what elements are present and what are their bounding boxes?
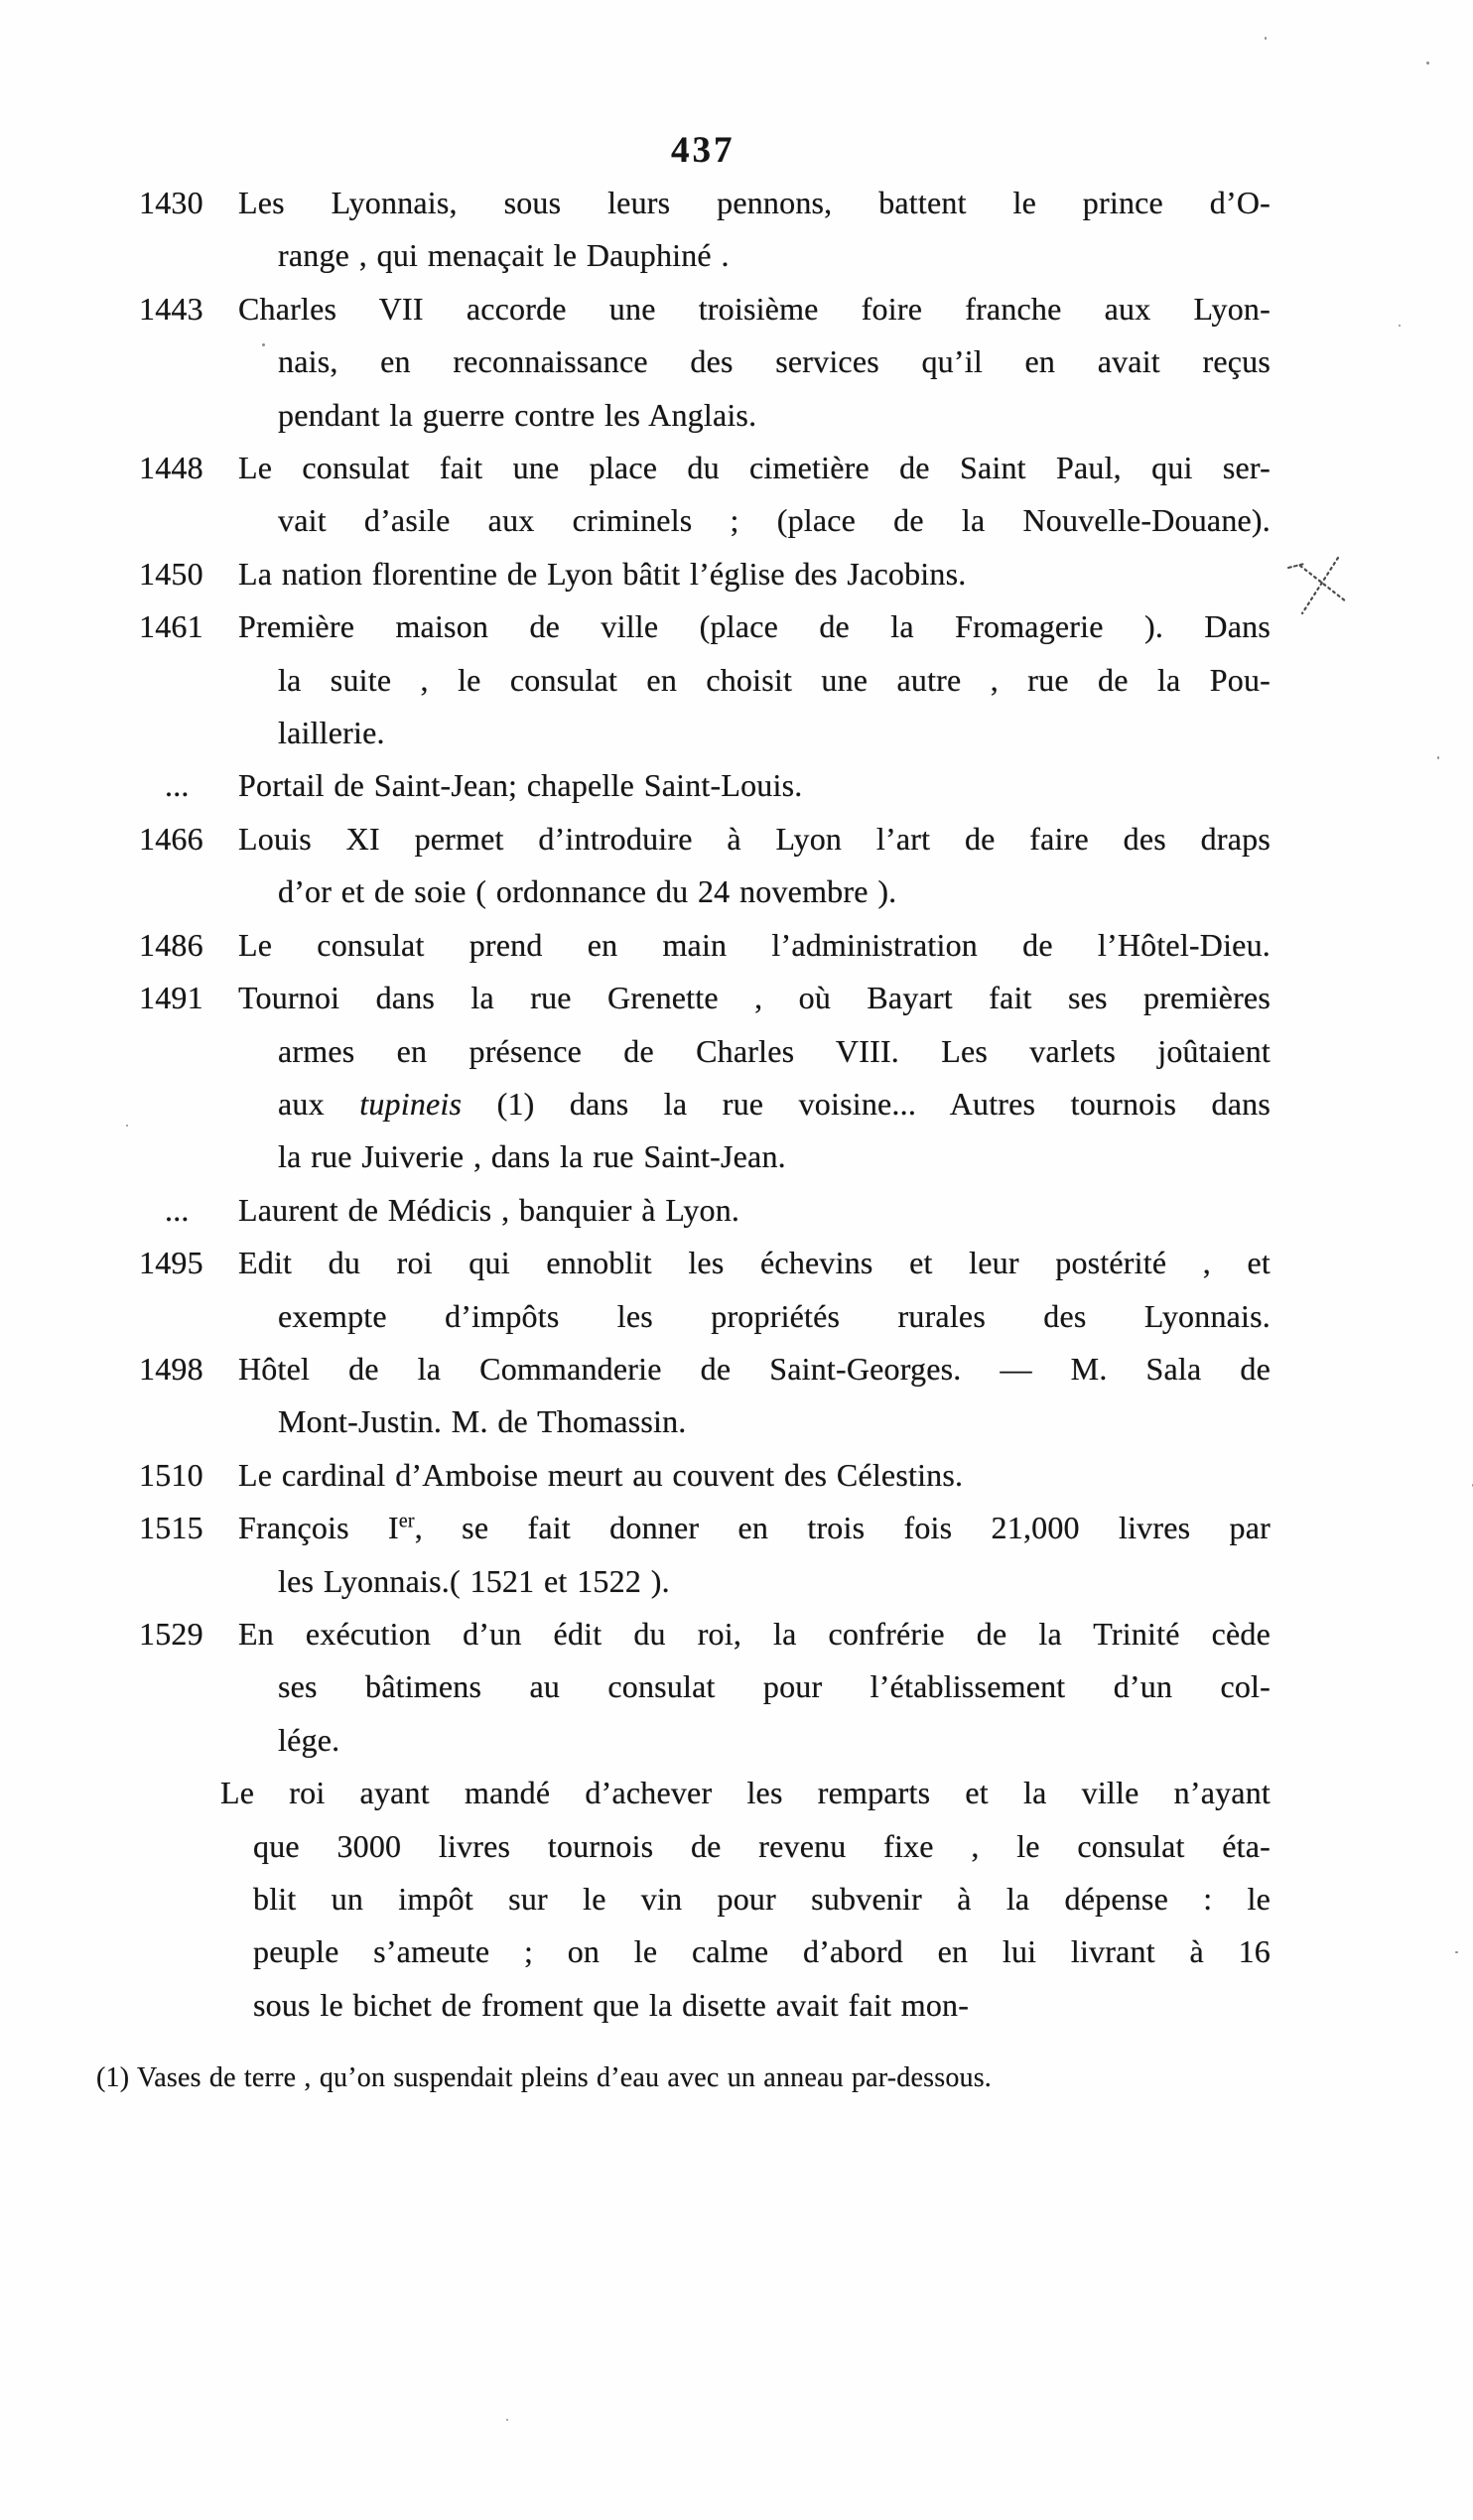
entry-text: Première maison de ville (place de la Fromagerie ). Dans [238,608,1271,645]
chronology-continuation-line [139,335,1271,388]
entry-year-label: 1450 [139,555,203,592]
chronology-continuation-line [139,1290,1271,1343]
scan-speck [1399,325,1401,327]
entry-text: ses bâtimens au consulat pour l’établissement d’un col- [278,1668,1271,1705]
entry-year-label: 1510 [139,1456,203,1493]
chronology-entry-line [139,1502,1271,1554]
scan-speck [262,343,265,346]
entry-text: armes en présence de Charles VIII. Les varlets joûtaient [278,1032,1271,1069]
entry-text: la suite , le consulat en choisit une autre , rue de la Pou- [278,661,1271,698]
entry-text: que 3000 livres tournois de revenu fixe , le consulat éta- [253,1827,1271,1864]
entry-year-label: ... [165,767,190,804]
chronology-entry-line [139,1608,1271,1660]
chronology-continuation-line [139,1714,1271,1767]
chronology-continuation-line [139,1130,1271,1183]
chronology-entry-line [139,919,1271,972]
entry-text: blit un impôt sur le vin pour subvenir à la dépense : le [253,1881,1271,1917]
entry-text: Hôtel de la Commanderie de Saint-Georges. — M. Sala de [238,1350,1271,1387]
entry-text: pendant la guerre contre les Anglais. [278,396,757,433]
entry-text: François Ier, se fait donner en trois fois 21,000 livres par [238,1510,1272,1546]
entry-text: Tournoi dans la rue Grenette , où Bayart fait ses premières [238,980,1271,1016]
entry-year-label: 1443 [139,290,203,327]
entry-text: d’or et de soie ( ordonnance du 24 novembre ). [278,873,897,910]
entry-year-label: 1495 [139,1245,203,1281]
chronology-entry-line [139,442,1271,494]
entry-year-label: 1529 [139,1615,203,1652]
entry-text: Le consulat fait une place du cimetière de Saint Paul, qui ser- [238,450,1271,486]
entry-text: lége. [278,1721,340,1758]
entry-year-label: 1461 [139,608,203,645]
entry-text: range , qui menaçait le Dauphiné . [278,237,730,274]
entry-text: La nation florentine de Lyon bâtit l’église des Jacobins. [238,555,967,592]
chronology-continuation-line [139,865,1271,918]
entry-year-label: 1515 [139,1510,203,1546]
chronology-entry-line [139,600,1271,653]
entry-text: sous le bichet de froment que la disette avait fait mon- [253,1986,970,2023]
entry-text: exempte d’impôts les propriétés rurales des Lyonnais. [278,1297,1271,1334]
scan-speck [1426,62,1429,65]
entry-text: Charles VII accorde une troisième foire franche aux Lyon- [238,290,1271,327]
chronology-entry-line [139,813,1271,865]
scan-speck [1437,756,1439,759]
chronology-continuation-line [139,1025,1271,1078]
entry-text: nais, en reconnaissance des services qu’il en avait reçus [278,343,1271,380]
entry-year-label: 1430 [139,185,203,220]
entry-text: vait d’asile aux criminels ; (place de la Nouvelle-Douane). [278,502,1271,539]
paragraph-line [139,1873,1271,1925]
entry-year-label: 1466 [139,820,203,857]
chronology-continuation-line [139,494,1271,547]
entry-text: la rue Juiverie , dans la rue Saint-Jean. [278,1138,786,1175]
chronology-continuation-line [139,707,1271,759]
page-number: 437 [671,130,736,171]
chronology-continuation-line [139,229,1271,282]
chronology-entry-line [139,1237,1271,1289]
entry-text: Le roi ayant mandé d’achever les remparts et la ville n’ayant [220,1775,1271,1811]
entry-text: Edit du roi qui ennoblit les échevins et leur postérité , et [238,1245,1271,1281]
paragraph-line [139,1979,1271,2032]
scan-speck [1455,1951,1458,1953]
chronology-entry-line [139,972,1271,1024]
pencil-x-mark [1286,548,1358,623]
chronology-entry-line [139,177,1271,229]
chronology-entry-line [139,1449,1271,1502]
entry-text: Laurent de Médicis , banquier à Lyon. [238,1191,740,1228]
scan-speck [506,2419,508,2421]
chronology-entry-line [139,283,1271,335]
entry-year-label: ... [165,1191,190,1228]
chronology-entry-line [139,548,1271,600]
entry-year-label: 1491 [139,980,203,1016]
entry-text: Portail de Saint-Jean; chapelle Saint-Louis. [238,767,803,804]
footnote: (1) Vases de terre , qu’on suspendait pleins d’eau avec un anneau par-dessous. [96,2062,993,2093]
entry-text: Louis XI permet d’introduire à Lyon l’art de faire des draps [238,820,1271,857]
entry-year-label: 1498 [139,1350,203,1387]
entry-text: Le cardinal d’Amboise meurt au couvent des Célestins. [238,1456,964,1493]
entry-text: aux tupineis (1) dans la rue voisine... Autres tournois dans [278,1085,1271,1122]
chronology-lines [139,177,1271,2032]
scan-speck [126,1125,128,1127]
entry-text: Mont-Justin. M. de Thomassin. [278,1403,687,1440]
chronology-entry-line [139,759,1271,812]
scan-speck [1265,37,1267,40]
paragraph-line [139,1820,1271,1873]
chronology-continuation-line [139,1555,1271,1608]
paragraph-line [139,1925,1271,1978]
paragraph-line [139,1767,1271,1819]
entry-text: les Lyonnais.( 1521 et 1522 ). [278,1562,670,1599]
chronology-continuation-line [139,654,1271,707]
entry-text: Le consulat prend en main l’administration de l’Hôtel-Dieu. [238,926,1271,963]
entry-text: peuple s’ameute ; on le calme d’abord en lui livrant à 16 [253,1933,1271,1970]
entry-year-label: 1486 [139,926,203,963]
chronology-entry-line [139,1343,1271,1395]
entry-text: Les Lyonnais, sous leurs pennons, battent le prince d’O- [238,185,1271,220]
chronology-continuation-line [139,389,1271,442]
chronology-continuation-line [139,1395,1271,1448]
chronology-continuation-line [139,1078,1271,1130]
entry-year-label: 1448 [139,450,203,486]
entry-text: laillerie. [278,715,385,751]
chronology-continuation-line [139,1660,1271,1713]
chronology-entry-line [139,1184,1271,1237]
entry-text: En exécution d’un édit du roi, la confrérie de la Trinité cède [238,1615,1271,1652]
